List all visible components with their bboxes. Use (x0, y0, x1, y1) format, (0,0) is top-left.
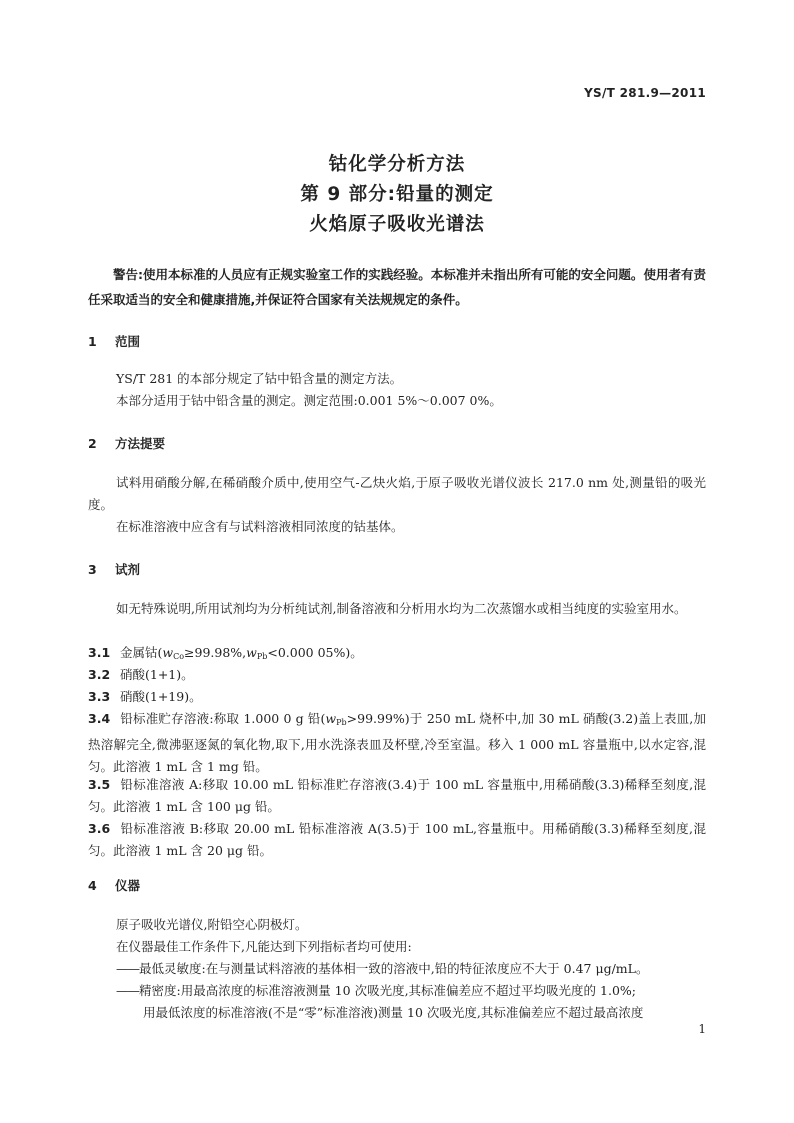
section-4-heading (88, 876, 140, 894)
section-2-paragraph-2: 在标准溶液中应含有与试料溶液相同浓度的钴基体。 (116, 519, 404, 534)
section-4-paragraph-1: 原子吸收光谱仪,附铅空心阴极灯。 (116, 917, 308, 932)
spec-item-precision-continued: 用最低浓度的标准溶液(不是“零”标准溶液)测量 10 次吸光度,其标准偏差应不超过最高浓度 (143, 1005, 644, 1020)
reagent-item-3-3: 3.3 硝酸(1+19)。 (88, 686, 706, 708)
title-line-2: 第 9 部分:铅量的测定 (300, 184, 494, 205)
section-3-intro: 如无特殊说明,所用试剂均为分析纯试剂,制备溶液和分析用水均为二次蒸馏水或相当纯度的实验室用水。 (116, 601, 687, 616)
reagent-item-3-1: 3.1 金属钴($w_{Co}\ge 99.98\%,w_{Pb}<0.000$ 05%)。 (88, 642, 706, 668)
reagent-item-3-4: 3.4 铅标准贮存溶液:称取 1.000 0 g 铅$(w_{Pb}>99.99\%)$于 250 mL 烧杯中,加 30 mL 硝酸(3.2)盖上表皿,加热溶解完全,微沸驱逐氮的氧化物,取下,用水洗涤表皿及杯壁,冷至室温。移入 1 000 mL 容量瓶中,以水定容,混匀。此溶液 1 mL 含 1 mg 铅。 (88, 708, 706, 778)
reagent-item-3-5: 3.5 铅标准溶液 A:移取 10.00 mL 铅标准贮存溶液(3.4)于 100 mL 容量瓶中,用稀硝酸(3.3)稀释至刻度,混匀。此溶液 1 mL 含 100 μg 铅。 (88, 774, 706, 818)
item-number: 3.4 (88, 711, 111, 726)
item-number: 3.3 (88, 689, 111, 704)
section-number: 4 (88, 878, 97, 893)
section-1-paragraph-1: YS/T 281 的本部分规定了钴中铅含量的测定方法。 (116, 371, 403, 386)
page-number: 1 (698, 1022, 706, 1036)
section-number: 1 (88, 334, 97, 349)
section-number: 3 (88, 562, 97, 577)
section-4-paragraph-2: 在仪器最佳工作条件下,凡能达到下列指标者均可使用: (116, 939, 412, 954)
spec-item-precision: ——精密度:用最高浓度的标准溶液测量 10 次吸光度,其标准偏差应不超过平均吸光度的 1.0%; (116, 983, 636, 998)
standard-code: YS/T 281.9—2011 (584, 86, 706, 100)
title-line-1: 钴化学分析方法 (328, 154, 466, 175)
section-number: 2 (88, 436, 97, 451)
section-1-heading (88, 332, 140, 350)
section-1-paragraph-2: 本部分适用于钴中铅含量的测定。测定范围:0.001 5%～0.007 0%。 (116, 393, 502, 408)
reagent-item-3-2: 3.2 硝酸(1+1)。 (88, 664, 706, 686)
section-title: 方法提要 (115, 436, 166, 451)
reagent-item-3-6: 3.6 铅标准溶液 B:移取 20.00 mL 铅标准溶液 A(3.5)于 100 mL,容量瓶中。用稀硝酸(3.3)稀释至刻度,混匀。此溶液 1 mL 含 20 μg 铅。 (88, 818, 706, 862)
item-number: 3.2 (88, 667, 111, 682)
warning-paragraph: 警告:使用本标准的人员应有正规实验室工作的实践经验。本标准并未指出所有可能的安全问题。使用者有责任采取适当的安全和健康措施,并保证符合国家有关法规规定的条件。 (88, 267, 706, 307)
section-2-heading (88, 434, 165, 452)
section-3-heading (88, 560, 140, 578)
item-number: 3.6 (88, 821, 111, 836)
title-line-3: 火焰原子吸收光谱法 (309, 214, 485, 235)
item-number: 3.5 (88, 777, 111, 792)
section-title: 范围 (115, 334, 141, 349)
section-title: 试剂 (115, 562, 141, 577)
section-2-paragraph-1: 试料用硝酸分解,在稀硝酸介质中,使用空气-乙炔火焰,于原子吸收光谱仪波长 217.0 nm 处,测量铅的吸光度。 (88, 475, 706, 512)
section-title: 仪器 (115, 878, 141, 893)
item-number: 3.1 (88, 645, 111, 660)
spec-item-sensitivity: ——最低灵敏度:在与测量试料溶液的基体相一致的溶液中,铅的特征浓度应不大于 0.47 μg/mL。 (116, 961, 649, 976)
